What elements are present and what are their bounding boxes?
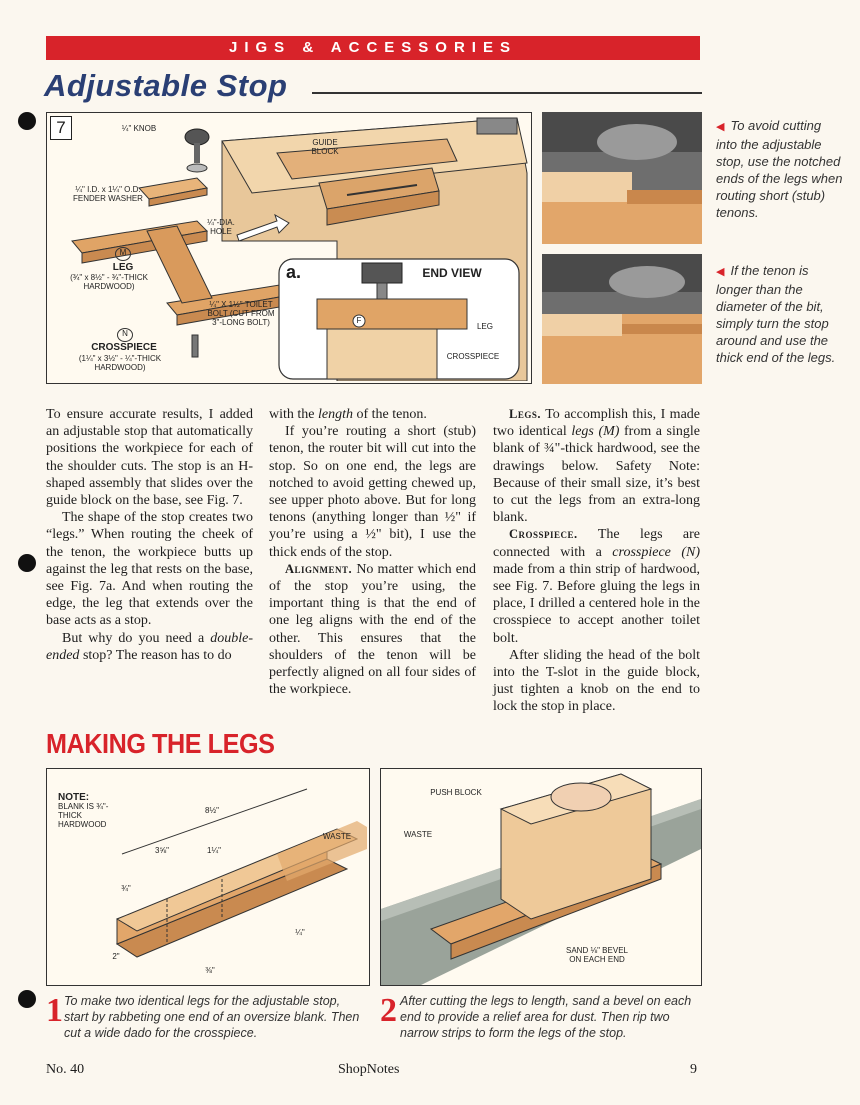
fig1-note-head: NOTE:: [58, 792, 90, 803]
caption-arrow-icon: ◀: [716, 121, 725, 133]
section-header-bar: JIGS & ACCESSORIES: [46, 36, 700, 60]
label-guide-block: GUIDE BLOCK: [311, 138, 339, 156]
label-washer: ¼" I.D. x 1¼" O.D. FENDER WASHER: [73, 185, 143, 203]
article-column-1: [46, 406, 253, 664]
photo-stub-tenon: [542, 112, 702, 244]
caption-top-text: To avoid cutting into the adjustable stop, use the notched ends of the legs when routing short (stub) tenons.: [716, 118, 843, 220]
label-bolt: ¼" X 1½" TOILET BOLT (CUT FROM 3"-LONG BOLT): [207, 300, 275, 327]
inset-label-leg: LEG: [476, 322, 493, 331]
article-column-2: [269, 406, 476, 698]
binder-hole-1: [18, 112, 36, 130]
article-column-3: [493, 406, 700, 716]
paragraph: [493, 406, 700, 526]
step-2-drawing: [381, 769, 701, 985]
fig2-waste-label: WASTE: [403, 830, 433, 839]
fig1-dim-3-4: ¾": [121, 884, 131, 893]
text: of the tenon.: [356, 407, 427, 422]
fig1-dim-3-8: ⅜": [205, 966, 215, 975]
caption-arrow-icon: ◀: [716, 266, 725, 278]
text: The legs are connected with a: [493, 527, 700, 560]
fig1-dim-1-1-4: 1¼": [207, 846, 221, 855]
paragraph: To ensure accurate results, I added an adjustable stop that automatically positions the workpiece for each of the shoulder cuts. The stop is an H-shaped assembly that slides over the guide block on the base, see Fig. 7.: [46, 407, 253, 509]
text: No matter which end of the stop you’re using, the important thing is that the end of one leg aligns with the end of the other. This ensures that the shoulders of the tenon will be perfectly aligned on all four sides of the workpiece.: [269, 561, 477, 698]
figure-7-number: 7: [50, 116, 72, 140]
paragraph: [269, 561, 476, 699]
paragraph: [493, 526, 700, 646]
emphasis: double-ended: [46, 630, 254, 663]
text: stop? The reason has to do: [82, 647, 232, 663]
fig2-sand-label: SAND ⅛" BEVEL ON EACH END: [566, 946, 628, 964]
inset-label-crosspiece: CROSSPIECE: [446, 352, 500, 361]
figure-step-1-box: [46, 768, 370, 986]
photo-long-tenon: [542, 254, 702, 384]
label-leg-spec: (¾" x 8½" - ¾"-THICK HARDWOOD): [70, 273, 148, 291]
fig1-waste-label: WASTE: [322, 832, 352, 841]
emphasis: legs (M): [571, 424, 620, 440]
caption-bottom-text: If the tenon is longer than the diameter of the bit, simply turn the stop around and use the thick end of the legs.: [716, 263, 836, 365]
footer-issue: No. 40: [46, 1062, 85, 1077]
footer-magazine: ShopNotes: [338, 1062, 400, 1077]
figure-step-2-box: [380, 768, 702, 986]
inset-title: END VIEW: [422, 266, 482, 280]
paragraph: [46, 630, 253, 664]
inset-f-letter: F: [356, 316, 362, 325]
paragraph: After sliding the head of the bolt into the T-slot in the guide block, just tighten a knob on the end to lock the stop in place.: [493, 647, 700, 715]
footer-page-number: 9: [690, 1062, 697, 1077]
subhead-crosspiece: Crosspiece.: [509, 527, 578, 542]
fig1-dim-length: 8½": [205, 806, 219, 815]
label-crosspiece: CROSSPIECE: [91, 342, 157, 353]
fig1-note-body: BLANK IS ¾"-THICK HARDWOOD: [58, 802, 109, 829]
step-1-caption: To make two identical legs for the adjustable stop, start by rabbeting one end of an oversize blank. Then cut a wide dado for the crosspiece.: [64, 994, 360, 1040]
title-rule: [312, 92, 702, 94]
step-1-number: 1: [46, 992, 63, 1029]
paragraph: If you’re routing a short (stub) tenon, the router bit will cut into the stop. So on one end, the legs are notched to avoid getting chewed up, see upper photo above. But for long tenons (anything longer than ½" if you’re using a ½" bit), I use the thick ends of the stop.: [269, 424, 476, 560]
caption-top: [716, 117, 844, 221]
section-heading-making-legs: MAKING THE LEGS: [46, 728, 275, 759]
label-knob: ¼" KNOB: [121, 124, 157, 133]
page-title: Adjustable Stop: [44, 68, 288, 103]
paragraph: The shape of the stop creates two “legs.” When routing the cheek of the tenon, the workpiece butts up against the leg that rests on the base, see Fig. 7a. And when routing the edge, the leg that extends over the base acts as a stop.: [46, 510, 253, 629]
text: made from a thin strip of hardwood, see Fig. 7. Before gluing the legs in place, I drilled a centered hole in the crosspiece to accept another toilet bolt.: [493, 561, 700, 646]
label-hole: ¼"-DIA. HOLE: [207, 218, 235, 236]
fig1-dim-quarter: ¼": [295, 928, 305, 937]
label-crosspiece-spec: (1¼" x 3½" - ¼"-THICK HARDWOOD): [78, 354, 162, 372]
binder-hole-3: [18, 990, 36, 1008]
step-2-caption: After cutting the legs to length, sand a bevel on each end to provide a relief area for dust. Then rip two narrow strips to form the legs of the stop.: [400, 994, 692, 1040]
text: But why do you need a: [62, 630, 205, 646]
fig2-push-block-label: PUSH BLOCK: [430, 788, 482, 797]
subhead-alignment: Alignment.: [285, 561, 353, 576]
label-leg-letter: M: [115, 247, 131, 261]
binder-hole-2: [18, 554, 36, 572]
label-leg: LEG: [112, 262, 134, 273]
emphasis: crosspiece (N): [612, 544, 701, 560]
subhead-legs: Legs.: [509, 407, 541, 421]
label-crosspiece-letter: N: [117, 328, 133, 342]
paragraph: [269, 406, 476, 423]
text: with the: [269, 407, 315, 422]
inset-letter: a.: [286, 262, 302, 282]
text: To accomplish this, I made two identical: [493, 407, 701, 440]
fig1-dim-2: 2": [112, 952, 120, 961]
step-2-number: 2: [380, 992, 397, 1029]
caption-bottom: [716, 262, 844, 366]
fig1-dim-3-5-8: 3⅝": [155, 846, 169, 855]
emphasis: length: [318, 407, 353, 422]
text: from a single blank of ¾"-thick hardwood, see the drawings below. Safety Note: Because of their small size, it’s best to cut the legs from an extra-long blank.: [493, 424, 700, 526]
